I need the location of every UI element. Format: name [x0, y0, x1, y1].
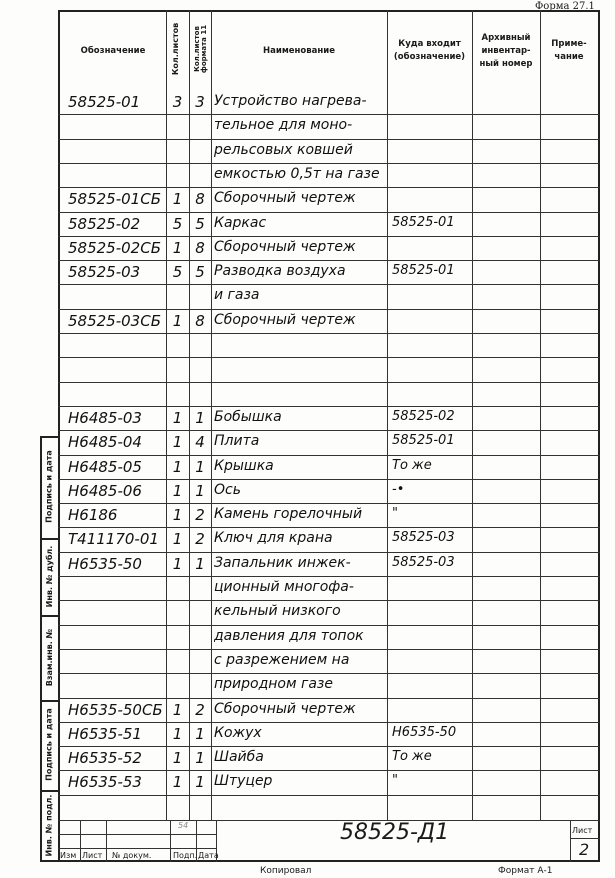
- cell-where: [392, 676, 472, 697]
- cell-sheets: 1: [172, 311, 183, 330]
- cell-name: Шайба: [214, 749, 264, 766]
- row-divider: [58, 455, 600, 456]
- cell-sheets: 1: [172, 724, 183, 743]
- row-divider: [58, 187, 600, 188]
- cell-sheets: [166, 360, 189, 381]
- header-sheets: Кол.листов: [171, 22, 180, 76]
- cell-name: Сборочный чертеж: [214, 190, 356, 207]
- row-divider: [58, 576, 600, 577]
- cell-where: 58525-01: [392, 433, 455, 449]
- cell-name: [214, 360, 386, 381]
- cell-format: 4: [195, 433, 205, 452]
- col-divider: [472, 10, 473, 820]
- cell-where: ": [392, 773, 398, 789]
- cell-name: Сборочный чертеж: [214, 311, 356, 328]
- cell-sheets: 5: [172, 263, 183, 282]
- form-label: Форма 27.1: [535, 1, 595, 12]
- title-block-row: [58, 834, 216, 835]
- cell-format: 8: [195, 311, 205, 330]
- row-divider: [58, 503, 600, 504]
- title-block-top: [58, 820, 600, 821]
- cell-name: Крышка: [214, 457, 274, 474]
- cell-sheets: 1: [172, 190, 183, 209]
- cell-name: [214, 385, 386, 406]
- footer-format: Формат А-1: [498, 866, 553, 876]
- cell-where: -•: [392, 481, 405, 497]
- cell-designation: Н6186: [68, 506, 118, 525]
- cell-sheets: 1: [172, 238, 183, 257]
- cell-name: кельный низкого: [214, 603, 341, 620]
- cell-name: Плита: [214, 433, 260, 450]
- row-divider: [58, 382, 600, 383]
- sheet-label: Лист: [572, 826, 593, 835]
- cell-designation: 58525-03СБ: [68, 311, 161, 330]
- cell-where: 58525-01: [392, 214, 455, 230]
- cell-format: 1: [195, 724, 205, 743]
- cell-name: Сборочный чертеж: [214, 700, 356, 717]
- cell-where: [392, 628, 472, 649]
- cell-name: емкостью 0,5т на газе: [214, 165, 380, 182]
- row-divider: [58, 722, 600, 723]
- cell-format: [189, 117, 211, 138]
- cell-name: Штуцер: [214, 773, 273, 790]
- cell-sheets: 1: [172, 457, 183, 476]
- cell-sheets: 3: [172, 93, 183, 111]
- row-divider: [58, 746, 600, 747]
- cell-sheets: 1: [172, 700, 183, 719]
- cell-designation: [68, 142, 164, 163]
- cell-name: Запальник инжек-: [214, 554, 351, 571]
- cell-sheets: [166, 628, 189, 649]
- row-divider: [58, 795, 600, 796]
- cell-format: 1: [195, 408, 205, 427]
- cell-designation: Н6535-50: [68, 554, 142, 573]
- cell-where: [392, 385, 472, 406]
- cell-name: давления для топок: [214, 627, 364, 644]
- cell-where: [392, 579, 472, 600]
- cell-where: [392, 603, 472, 624]
- cell-designation: [68, 676, 164, 697]
- cell-sheets: [166, 336, 189, 357]
- cell-sheets: 1: [172, 530, 183, 549]
- cell-name: Кожух: [214, 724, 262, 741]
- side-separator: [40, 538, 58, 540]
- cell-where: [392, 312, 472, 333]
- row-divider: [58, 163, 600, 164]
- cell-name: рельсовых ковшей: [214, 141, 353, 158]
- cell-where: [392, 190, 472, 211]
- cell-where: 58525-03: [392, 554, 455, 570]
- cell-name: [214, 336, 386, 357]
- cell-designation: Н6485-04: [68, 433, 142, 452]
- cell-where: 58525-03: [392, 530, 455, 546]
- cell-designation: Н6485-06: [68, 481, 142, 500]
- cell-format: 2: [195, 530, 205, 549]
- cell-format: 2: [195, 700, 205, 719]
- cell-where: ": [392, 506, 398, 522]
- cell-sheets: [166, 579, 189, 600]
- col-doc-number: № докум.: [112, 851, 152, 860]
- cell-designation: [68, 385, 164, 406]
- row-divider: [58, 406, 600, 407]
- row-divider: [58, 284, 600, 285]
- side-separator: [40, 790, 58, 792]
- cell-name: ционный многофа-: [214, 579, 354, 595]
- row-divider: [58, 333, 600, 334]
- cell-designation: [68, 628, 164, 649]
- col-change: Изм: [60, 851, 77, 860]
- row-divider: [58, 114, 600, 115]
- cell-sheets: [166, 166, 189, 187]
- cell-format: [189, 652, 211, 673]
- cell-format: [189, 676, 211, 697]
- cell-where: [392, 93, 472, 114]
- cell-sheets: [166, 287, 189, 308]
- row-divider: [58, 309, 600, 310]
- cell-name: природном газе: [214, 676, 333, 693]
- cell-format: [189, 579, 211, 600]
- cell-format: 1: [195, 457, 205, 476]
- header-where: Куда входит (обозначение): [393, 39, 466, 62]
- sheet-number: 2: [579, 840, 590, 859]
- cell-designation: 58525-03: [68, 263, 141, 282]
- side-label: Подпись и дата: [44, 450, 54, 523]
- cell-format: [189, 385, 211, 406]
- cell-sheets: 1: [172, 408, 183, 427]
- cell-sheets: [166, 117, 189, 138]
- cell-designation: [68, 360, 164, 381]
- col-divider: [211, 10, 212, 820]
- cell-sheets: 1: [172, 773, 183, 792]
- cell-where: [392, 166, 472, 187]
- cell-sheets: 1: [172, 749, 183, 768]
- col-date: Дата: [198, 851, 219, 860]
- col-signature: Подп.: [173, 851, 198, 860]
- row-divider: [58, 212, 600, 213]
- title-block-col: [170, 820, 171, 862]
- row-divider: [58, 260, 600, 261]
- cell-designation: [68, 336, 164, 357]
- cell-sheets: 1: [172, 554, 183, 573]
- cell-format: 5: [195, 263, 205, 282]
- cell-where: [392, 652, 472, 673]
- cell-sheets: 1: [172, 481, 183, 500]
- row-divider: [58, 139, 600, 140]
- cell-designation: Т411170-01: [68, 530, 159, 549]
- cell-sheets: [166, 676, 189, 697]
- cell-sheets: [166, 385, 189, 406]
- cell-where: [392, 701, 472, 722]
- cell-name: с разрежением на: [214, 651, 350, 668]
- side-label: Подпись и дата: [44, 708, 54, 781]
- title-block-col: [570, 820, 571, 862]
- cell-name: Ось: [214, 481, 241, 498]
- cell-format: 5: [195, 214, 205, 233]
- row-divider: [58, 625, 600, 626]
- cell-designation: Н6485-05: [68, 457, 142, 476]
- cell-where: Н6535-50: [392, 724, 457, 740]
- cell-where: [392, 360, 472, 381]
- cell-format: 1: [195, 554, 205, 573]
- header-note: Приме-чание: [551, 39, 587, 62]
- cell-name: Камень горелочный: [214, 506, 363, 523]
- cell-format: [189, 142, 211, 163]
- cell-where: [392, 142, 472, 163]
- cell-designation: [68, 287, 164, 308]
- cell-name: Бобышка: [214, 408, 282, 425]
- title-block-col: [80, 820, 81, 862]
- cell-format: [189, 287, 211, 308]
- row-divider: [58, 649, 600, 650]
- cell-where: То же: [392, 749, 432, 765]
- row-divider: [58, 479, 600, 480]
- header-name: Наименование: [263, 45, 335, 56]
- cell-sheets: [166, 652, 189, 673]
- cell-where: [392, 117, 472, 138]
- cell-name: Сборочный чертеж: [214, 238, 356, 255]
- cell-where: [392, 239, 472, 260]
- cell-name: Ключ для крана: [214, 530, 333, 547]
- cell-where: 58525-02: [392, 408, 455, 424]
- cell-format: [189, 628, 211, 649]
- cell-name: Разводка воздуха: [214, 263, 346, 280]
- cell-format: [189, 336, 211, 357]
- side-separator: [40, 700, 58, 702]
- title-block-col: [106, 820, 107, 862]
- cell-designation: [68, 166, 164, 187]
- cell-name: Каркас: [214, 214, 267, 231]
- side-label: Взам.инв. №: [44, 628, 54, 686]
- cell-format: 2: [195, 506, 205, 525]
- header-archive: Архивный инвентар-ный номер: [479, 32, 533, 69]
- cell-format: [189, 603, 211, 624]
- cell-where: То же: [392, 457, 432, 473]
- row-divider: [58, 698, 600, 699]
- title-block-row: [58, 848, 216, 849]
- col-sheet: Лист: [82, 851, 103, 860]
- cell-designation: Н6535-51: [68, 724, 142, 743]
- header-format: Кол.листов формата 11: [193, 24, 208, 74]
- cell-format: 1: [195, 481, 205, 500]
- cell-designation: Н6535-52: [68, 749, 142, 768]
- cell-designation: [68, 603, 164, 624]
- row-divider: [58, 552, 600, 553]
- cell-sheets: 1: [172, 506, 183, 525]
- header-designation: Обозначение: [80, 45, 146, 56]
- cell-format: 8: [195, 238, 205, 257]
- title-block-row: [570, 838, 600, 839]
- cell-format: 8: [195, 190, 205, 209]
- cell-sheets: [166, 603, 189, 624]
- row-divider: [58, 357, 600, 358]
- cell-sheets: 1: [172, 433, 183, 452]
- row-divider: [58, 527, 600, 528]
- cell-designation: 58525-01СБ: [68, 190, 161, 209]
- cell-designation: 58525-02: [68, 214, 141, 233]
- cell-designation: 58525-02СБ: [68, 238, 161, 257]
- row-divider: [58, 430, 600, 431]
- cell-sheets: 5: [172, 214, 183, 233]
- cell-designation: [68, 652, 164, 673]
- cell-designation: Н6535-50СБ: [68, 700, 163, 719]
- row-divider: [58, 770, 600, 771]
- cell-designation: [68, 579, 164, 600]
- cell-name: и газа: [214, 287, 260, 304]
- row-divider: [58, 236, 600, 237]
- stamp-mark: 54: [178, 821, 189, 830]
- cell-format: [189, 360, 211, 381]
- cell-format: 3: [195, 93, 205, 111]
- cell-designation: Н6535-53: [68, 773, 142, 792]
- row-divider: [58, 673, 600, 674]
- cell-designation: [68, 117, 164, 138]
- cell-format: 1: [195, 749, 205, 768]
- cell-where: 58525-01: [392, 263, 455, 279]
- cell-name: тельное для моно-: [214, 117, 353, 134]
- col-divider: [387, 10, 388, 820]
- document-number: 58525-Д1: [340, 820, 450, 845]
- cell-designation: 58525-01: [68, 93, 141, 111]
- side-separator: [40, 615, 58, 617]
- footer-copied: Копировал: [260, 866, 312, 876]
- cell-where: [392, 287, 472, 308]
- cell-sheets: [166, 142, 189, 163]
- cell-format: [189, 166, 211, 187]
- col-divider: [540, 10, 541, 820]
- cell-designation: Н6485-03: [68, 408, 142, 427]
- side-label: Инв. № подл.: [44, 794, 54, 857]
- side-label: Инв. № дубл.: [44, 545, 54, 607]
- cell-name: Устройство нагрева-: [214, 93, 367, 109]
- row-divider: [58, 600, 600, 601]
- cell-where: [392, 336, 472, 357]
- cell-format: 1: [195, 773, 205, 792]
